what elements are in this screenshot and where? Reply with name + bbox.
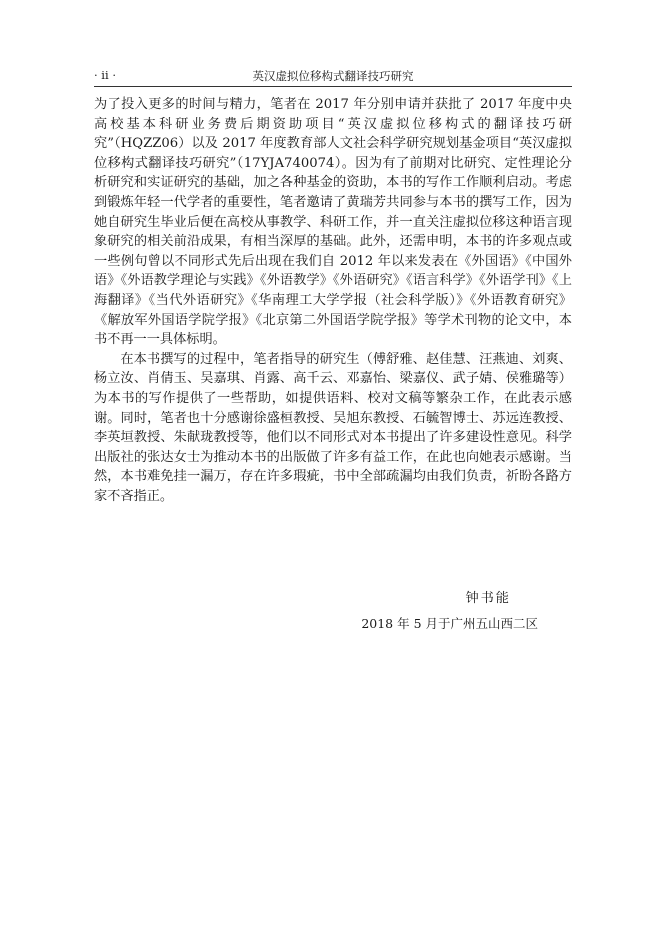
author-signature: 钟书能 (465, 591, 511, 606)
running-header (94, 66, 572, 87)
body-text (94, 95, 572, 506)
page-number: · ii · (94, 68, 116, 82)
paragraph-2: 在本书撰写的过程中，笔者指导的研究生（傅舒雅、赵佳慧、汪燕迪、刘爽、杨立汝、肖倩玉、吴嘉琪、肖露、高千云、邓嘉怡、梁嘉仪、武子婧、侯雅璐等）为本书的写作提供了一些帮助，如提供语料、校对文稿等繁杂工作，在此表示感谢。同时，笔者也十分感谢徐盛桓教授、吴旭东教授、石毓智博士、苏远连教授、李英垣教授、朱献珑教授等，他们以不同形式对本书提出了许多建设性意见。科学出版社的张达女士为推动本书的出版做了许多有益工作，在此也向她表示感谢。当然，本书难免挂一漏万，存在许多瑕疵，书中全部疏漏均由我们负责，祈盼各路方家不吝指正。 (94, 351, 572, 504)
header-title: 英汉虚拟位移构式翻译技巧研究 (252, 69, 414, 83)
paragraph-1: 为了投入更多的时间与精力，笔者在 2017 年分别申请并获批了 2017 年度中央高校基本科研业务费后期资助项目“英汉虚拟位移构式的翻译技巧研究”（HQZZ06）以及 2017 年度教育部人文社会科学研究规划基金项目“英汉虚拟位移构式翻译技巧研究”（17YJA740074）。因为有了前期对比研究、定性理论分析研究和实证研究的基础，加之各种基金的资助，本书的写作工作顺利启动。考虑到锻炼年轻一代学者的重要性，笔者邀请了黄瑞芳共同参与本书的撰写工作，因为她自研究生毕业后便在高校从事教学、科研工作，并一直关注虚拟位移这种语言现象研究的相关前沿成果，有相当深厚的基础。此外，还需申明，本书的许多观点或一些例句曾以不同形式先后出现在我们自 2012 年以来发表在《外国语》《中国外语》《外语教学理论与实践》《外语教学》《外语研究》《语言科学》《外语学刊》《上海翻译》《当代外语研究》《华南理工大学学报（社会科学版）》《外语教育研究》《解放军外国语学院学报》《北京第二外国语学院学报》等学术刊物的论文中，本书不再一一具体标明。 (94, 97, 572, 348)
date-place: 2018 年 5 月于广州五山西二区 (361, 616, 538, 631)
